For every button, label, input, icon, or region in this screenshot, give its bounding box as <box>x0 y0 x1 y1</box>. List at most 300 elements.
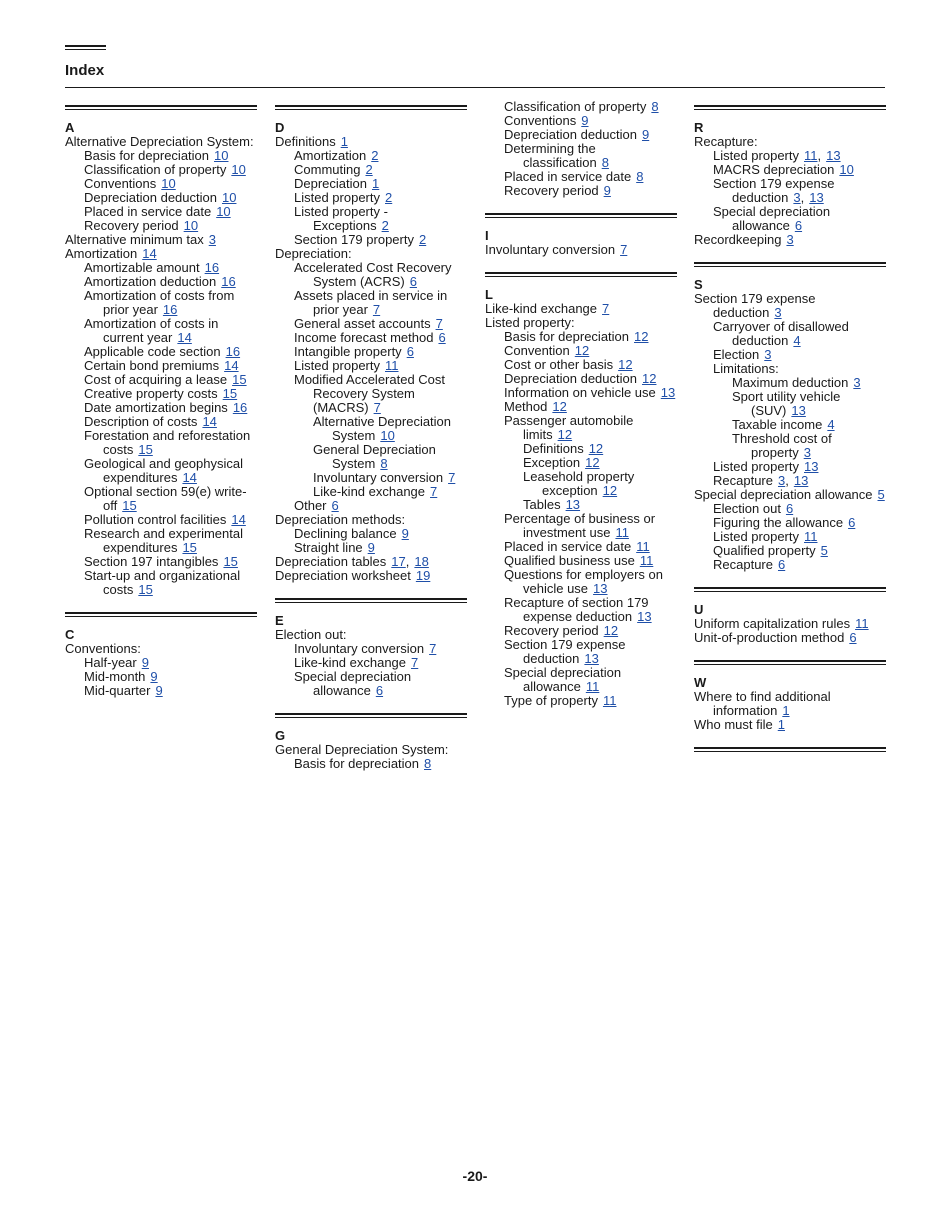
index-entry-text: Sport utility vehicle (SUV) <box>732 389 841 418</box>
page-link[interactable]: 16 <box>204 260 220 275</box>
index-entry-text: Alternative Depreciation System <box>313 414 452 443</box>
index-entry-text: Income forecast method <box>294 330 434 345</box>
index-entry <box>694 631 886 645</box>
index-entry <box>694 292 886 320</box>
index-entry <box>84 261 257 275</box>
index-entry-text: Recapture: <box>694 134 758 149</box>
index-entry <box>694 617 886 631</box>
page-link[interactable]: 10 <box>214 148 229 163</box>
page-link[interactable]: 12 <box>552 399 567 414</box>
index-entry-text: Alternative minimum tax <box>65 232 204 247</box>
page-link[interactable]: 12 <box>641 371 657 386</box>
page-link[interactable]: 3 <box>774 305 782 320</box>
page-link[interactable]: 9 <box>581 113 589 128</box>
page-link[interactable]: 11 <box>804 529 818 544</box>
index-entry <box>713 516 886 530</box>
page-link[interactable]: 9 <box>150 669 158 684</box>
page-link[interactable]: 9 <box>155 683 163 698</box>
index-entry-text: Passenger automobile limits <box>504 413 634 442</box>
section-rule <box>65 612 257 617</box>
page-link[interactable]: 7 <box>620 242 628 257</box>
index-entry-text: Basis for depreciation <box>84 148 210 163</box>
page-link[interactable]: 10 <box>839 162 854 177</box>
index-entry-text: Unit-of-production method <box>694 630 845 645</box>
index-entry-text: Method <box>504 399 548 414</box>
index-entry <box>84 656 257 670</box>
index-entry <box>294 317 467 331</box>
index-section-l <box>485 272 677 708</box>
page-link[interactable]: 13 <box>826 148 841 163</box>
page-link[interactable]: 3 <box>764 347 772 362</box>
index-entry-text: Exception <box>523 455 581 470</box>
index-entry <box>84 345 257 359</box>
index-entry <box>84 149 257 163</box>
index-entry-text: Forestation and reforestation costs <box>84 428 251 457</box>
page-link[interactable]: 14 <box>224 358 239 373</box>
page-link[interactable]: 3 <box>793 190 801 205</box>
title-rule <box>65 87 885 88</box>
index-entry <box>294 233 467 247</box>
index-column-3 <box>485 100 677 723</box>
index-entry <box>713 205 886 233</box>
page-link[interactable]: 11 <box>385 358 399 373</box>
index-entry <box>294 163 467 177</box>
index-entry-text: Accelerated Cost Recovery System (ACRS) <box>294 260 452 289</box>
page-link[interactable]: 7 <box>435 316 443 331</box>
index-entry-text: Depreciation deduction <box>504 127 637 142</box>
page-link[interactable]: 10 <box>216 204 231 219</box>
index-entry-text: Cost or other basis <box>504 357 614 372</box>
index-entry-text: General Depreciation System: <box>275 742 449 757</box>
index-entry <box>294 642 467 656</box>
index-entry <box>65 642 257 656</box>
index-entry-text: Intangible property <box>294 344 402 359</box>
index-entry <box>294 205 467 233</box>
index-entry-text: Like-kind exchange <box>294 655 407 670</box>
page-link[interactable]: 13 <box>565 497 581 512</box>
index-entry <box>504 694 677 708</box>
index-entry <box>84 401 257 415</box>
page-link[interactable]: 12 <box>585 455 600 470</box>
index-entry-text: Recovery period <box>504 623 599 638</box>
index-entry <box>504 170 677 184</box>
index-entry-text: Recapture of section 179 expense deduction <box>504 595 649 624</box>
page-link[interactable]: 7 <box>602 301 610 316</box>
page-link[interactable]: 14 <box>177 330 192 345</box>
page-link[interactable]: 1 <box>777 717 785 732</box>
page-link[interactable]: 5 <box>820 543 828 558</box>
page-link[interactable]: 3 <box>786 232 794 247</box>
page-link[interactable]: 6 <box>794 218 803 233</box>
page-link[interactable]: 8 <box>636 169 644 184</box>
index-entry <box>713 544 886 558</box>
index-entry-text: Straight line <box>294 540 363 555</box>
index-entry <box>732 432 886 460</box>
index-entry-text: Tables <box>523 497 561 512</box>
index-entry <box>65 247 257 261</box>
index-entry <box>84 415 257 429</box>
section-letter: W <box>694 675 707 690</box>
page-link[interactable]: 13 <box>660 385 676 400</box>
index-entry <box>294 359 467 373</box>
index-entry <box>84 289 257 317</box>
index-entry <box>294 191 467 205</box>
page-link[interactable]: 1 <box>372 176 380 191</box>
index-entry-text: Definitions <box>523 441 584 456</box>
page-link[interactable]: 9 <box>641 127 650 142</box>
page-link[interactable]: 12 <box>557 427 573 442</box>
page-link[interactable]: 12 <box>588 441 604 456</box>
index-entry: Depreciation tables 17, 18 <box>275 554 429 569</box>
page-link[interactable]: 6 <box>849 630 857 645</box>
page-link[interactable]: 14 <box>231 512 246 527</box>
index-entry-text: Conventions <box>504 113 577 128</box>
index-entry-text: Leasehold property exception <box>523 469 635 498</box>
page-link[interactable]: 12 <box>634 329 649 344</box>
page-link[interactable]: 11 <box>855 616 869 631</box>
index-entry-text: General asset accounts <box>294 316 431 331</box>
index-entry <box>504 554 677 568</box>
index-entry <box>504 372 677 386</box>
page-link[interactable]: 11 <box>615 525 629 540</box>
page-link[interactable]: 6 <box>438 330 446 345</box>
index-entry-text: Information on vehicle use <box>504 385 656 400</box>
index-entry <box>485 243 677 257</box>
index-entry-text: Amortization <box>294 148 367 163</box>
page-link[interactable]: 6 <box>375 683 384 698</box>
index-entry <box>275 628 467 642</box>
page-link[interactable]: 11 <box>639 553 654 568</box>
index-entry <box>504 568 677 596</box>
section-letter: U <box>694 602 704 617</box>
index-entry <box>84 555 257 569</box>
page-link[interactable]: 16 <box>225 344 241 359</box>
index-entry <box>485 302 677 316</box>
page-link[interactable]: 1 <box>340 134 348 149</box>
page-link[interactable]: 13 <box>584 651 599 666</box>
index-entry <box>504 330 677 344</box>
page-link[interactable]: 2 <box>385 190 393 205</box>
index-section-c <box>65 612 257 698</box>
page-link[interactable]: 15 <box>138 442 153 457</box>
index-entry-text: Listed property - Exceptions <box>294 204 388 233</box>
index-entry <box>523 456 677 470</box>
section-rule <box>694 105 886 110</box>
index-entry-text: Recordkeeping <box>694 232 782 247</box>
index-entry-text: Like-kind exchange <box>313 484 426 499</box>
index-entry-text: Taxable income <box>732 417 823 432</box>
index-entry <box>694 488 886 502</box>
page-link[interactable]: 12 <box>602 483 618 498</box>
page-link[interactable]: 4 <box>827 417 835 432</box>
page-link[interactable]: 2 <box>381 218 389 233</box>
page-link[interactable]: 9 <box>367 540 375 555</box>
index-entry <box>504 114 677 128</box>
index-entry-text: Amortization of costs from prior year <box>84 288 235 317</box>
page-link[interactable]: 12 <box>603 623 619 638</box>
page-link[interactable]: 13 <box>593 581 608 596</box>
index-entry <box>713 530 886 544</box>
section-letter: D <box>275 120 285 135</box>
page-link[interactable]: 14 <box>142 246 157 261</box>
page-link[interactable]: 8 <box>601 155 609 170</box>
page-link[interactable]: 7 <box>430 484 438 499</box>
index-entry <box>713 163 886 177</box>
index-entry-text: Applicable code section <box>84 344 221 359</box>
index-section-continued <box>485 100 677 198</box>
index-section-e <box>275 598 467 698</box>
index-entry-text: General Depreciation System <box>313 442 436 471</box>
page-link[interactable]: 12 <box>618 357 633 372</box>
index-section-u <box>694 587 886 645</box>
page-link[interactable]: 18 <box>414 554 429 569</box>
index-entry-text: Placed in service date <box>504 169 632 184</box>
page-link[interactable]: 11 <box>602 693 617 708</box>
page-link[interactable]: 7 <box>429 641 437 656</box>
page-link[interactable]: 7 <box>448 470 456 485</box>
index-entry <box>294 289 467 317</box>
index-entry <box>694 233 886 247</box>
page-link[interactable]: 10 <box>183 218 199 233</box>
page-link[interactable]: 5 <box>877 487 885 502</box>
index-entry-text: Election out <box>713 501 781 516</box>
page-link[interactable]: 15 <box>138 582 153 597</box>
page-number: -20- <box>462 1168 488 1184</box>
section-rule <box>694 587 886 592</box>
index-entry-text: Section 179 expense deduction <box>504 637 626 666</box>
index-entry <box>84 191 257 205</box>
index-entry-text: Qualified business use <box>504 553 635 568</box>
page-link[interactable]: 2 <box>365 162 373 177</box>
index-column-2 <box>275 100 467 786</box>
index-entry-text: Special depreciation allowance <box>504 665 622 694</box>
index-section-a <box>65 105 257 597</box>
page-link[interactable]: 6 <box>331 498 339 513</box>
index-entry <box>504 184 677 198</box>
section-rule <box>65 105 257 110</box>
page-link[interactable]: 6 <box>406 344 414 359</box>
index-entry-text: MACRS depreciation <box>713 162 835 177</box>
page-link[interactable]: 13 <box>804 459 819 474</box>
page-link[interactable]: 17 <box>391 554 406 569</box>
page-link[interactable]: 9 <box>401 526 409 541</box>
page-link[interactable]: 1 <box>782 703 790 718</box>
index-entry-text: Limitations: <box>713 361 779 376</box>
index-entry <box>523 470 677 498</box>
page-link[interactable]: 13 <box>637 609 652 624</box>
index-entry-text: Type of property <box>504 693 598 708</box>
index-column-1 <box>65 100 257 713</box>
page-link[interactable]: 6 <box>409 274 417 289</box>
page-link[interactable]: 10 <box>221 190 237 205</box>
index-entry <box>275 135 467 149</box>
index-entry <box>294 345 467 359</box>
index-entry <box>504 540 677 554</box>
index-entry-text: Qualified property <box>713 543 816 558</box>
index-entry <box>275 569 467 583</box>
index-entry <box>504 638 677 666</box>
page-link[interactable]: 16 <box>162 302 178 317</box>
index-entry-text: Depreciation: <box>275 246 352 261</box>
index-entry <box>294 331 467 345</box>
index-entry-text: Percentage of business or investment use <box>504 511 656 540</box>
index-entry-text: Section 197 intangibles <box>84 554 219 569</box>
index-entry <box>713 348 886 362</box>
page-link[interactable]: 3 <box>777 473 786 488</box>
index-entry-text: Alternative Depreciation System: <box>65 134 254 149</box>
index-entry-text: Definitions <box>275 134 336 149</box>
page-link[interactable]: 7 <box>372 302 381 317</box>
index-entry-text: Declining balance <box>294 526 397 541</box>
page-link[interactable]: 13 <box>791 403 806 418</box>
index-entry: Listed property 11, 13 <box>713 148 841 163</box>
page-link[interactable]: 16 <box>221 274 236 289</box>
index-entry <box>294 373 467 415</box>
section-rule <box>485 272 677 277</box>
page-link[interactable]: 6 <box>848 515 856 530</box>
page-link[interactable]: 13 <box>809 190 824 205</box>
index-entry-text: Election out: <box>275 627 347 642</box>
page-link[interactable]: 15 <box>232 372 247 387</box>
section-letter: G <box>275 728 286 743</box>
index-entry <box>65 135 257 149</box>
section-rule <box>694 262 886 267</box>
section-rule <box>275 598 467 603</box>
page-link[interactable]: 11 <box>585 679 600 694</box>
page-link[interactable]: 6 <box>777 557 786 572</box>
index-entry-text: Maximum deduction <box>732 375 849 390</box>
index-entry <box>294 656 467 670</box>
page-link[interactable]: 8 <box>424 756 432 771</box>
index-entry-text: Depreciation deduction <box>84 190 217 205</box>
index-entry <box>694 135 886 149</box>
page-title: Index <box>65 62 105 79</box>
index-entry-text: Optional section 59(e) write-off <box>84 484 247 513</box>
page-link[interactable]: 8 <box>380 456 388 471</box>
section-letter: L <box>485 287 493 302</box>
index-entry <box>84 670 257 684</box>
page-link[interactable]: 3 <box>803 445 811 460</box>
page-link[interactable]: 15 <box>223 554 238 569</box>
index-entry <box>84 205 257 219</box>
page-link[interactable]: 15 <box>122 498 137 513</box>
index-entry-text: Description of costs <box>84 414 198 429</box>
index-entry <box>732 418 886 432</box>
index-entry <box>84 569 257 597</box>
index-entry-text: Recapture <box>713 557 773 572</box>
index-entry <box>523 442 677 456</box>
page-link[interactable]: 7 <box>373 400 381 415</box>
index-entry <box>65 233 257 247</box>
index-entry-text: Certain bond premiums <box>84 358 220 373</box>
page-link[interactable]: 2 <box>371 148 379 163</box>
index-entry-text: Depreciation tables <box>275 554 387 569</box>
index-entry-text: Determining the classification <box>504 141 597 170</box>
index-entry-text: Modified Accelerated Cost Recovery System (MACRS) <box>294 372 446 415</box>
index-entry-text: Involuntary conversion <box>294 641 425 656</box>
index-entry-text: Involuntary conversion <box>313 470 444 485</box>
page-link[interactable]: 11 <box>804 148 818 163</box>
index-entry-text: Creative property costs <box>84 386 218 401</box>
index-entry-text: Conventions: <box>65 641 141 656</box>
index-entry <box>504 666 677 694</box>
page-link[interactable]: 2 <box>418 232 427 247</box>
index-entry-text: Basis for depreciation <box>504 329 630 344</box>
index-entry-text: Research and experimental expenditures <box>84 526 243 555</box>
index-entry <box>504 512 677 540</box>
page-link[interactable]: 3 <box>208 232 216 247</box>
index-entry <box>313 443 467 471</box>
index-entry <box>504 142 677 170</box>
index-entry <box>694 718 886 732</box>
page-link[interactable]: 7 <box>411 655 419 670</box>
index-entry-text: Start-up and organizational costs <box>84 568 241 597</box>
index-entry <box>313 415 467 443</box>
index-entry-text: Mid-month <box>84 669 146 684</box>
index-entry <box>84 177 257 191</box>
page-link[interactable]: 9 <box>603 183 611 198</box>
index-entry-text: Depreciation methods: <box>275 512 406 527</box>
index-entry <box>713 460 886 474</box>
page-link[interactable]: 16 <box>232 400 248 415</box>
index-entry <box>732 390 886 418</box>
page-link[interactable]: 4 <box>793 333 801 348</box>
page-link[interactable]: 8 <box>651 99 659 114</box>
page-link[interactable]: 14 <box>202 414 217 429</box>
index-entry: Section 179 expense deduction 3, 13 <box>713 176 835 205</box>
page-link[interactable]: 10 <box>161 176 176 191</box>
index-entry-text: Listed property <box>713 529 799 544</box>
page-link[interactable]: 13 <box>793 473 809 488</box>
index-entry-text: Figuring the allowance <box>713 515 844 530</box>
page-link[interactable]: 9 <box>141 655 149 670</box>
page-link[interactable]: 12 <box>574 343 590 358</box>
index-entry-text: Threshold cost of property <box>732 431 832 460</box>
index-entry-text: Other <box>294 498 327 513</box>
index-entry <box>84 163 257 177</box>
index-entry <box>504 358 677 372</box>
page-link[interactable]: 10 <box>231 162 246 177</box>
index-entry <box>294 527 467 541</box>
index-entry-text: Questions for employers on vehicle use <box>504 567 663 596</box>
page-link[interactable]: 3 <box>853 375 861 390</box>
page-link[interactable]: 10 <box>380 428 395 443</box>
index-entry <box>504 414 677 442</box>
page-link[interactable]: 15 <box>182 540 197 555</box>
index-entry: Recapture 3, 13 <box>713 473 809 488</box>
page-link[interactable]: 15 <box>222 386 238 401</box>
index-entry-text: Depreciation <box>294 176 367 191</box>
section-letter: E <box>275 613 284 628</box>
page-link[interactable]: 14 <box>182 470 197 485</box>
index-entry <box>732 376 886 390</box>
index-entry-text: Like-kind exchange <box>485 301 598 316</box>
index-entry <box>84 527 257 555</box>
index-entry-text: Special depreciation allowance <box>694 487 873 502</box>
page-link[interactable]: 11 <box>636 539 650 554</box>
page-link[interactable]: 6 <box>785 501 794 516</box>
index-entry <box>313 485 467 499</box>
index-entry-text: Pollution control facilities <box>84 512 227 527</box>
index-entry <box>713 362 886 376</box>
index-entry <box>294 499 467 513</box>
section-letter: A <box>65 120 75 135</box>
page-link[interactable]: 19 <box>415 568 431 583</box>
index-entry-text: Listed property <box>294 190 380 205</box>
section-rule <box>275 713 467 718</box>
index-entry <box>84 275 257 289</box>
index-entry-text: Assets placed in service in prior year <box>294 288 448 317</box>
